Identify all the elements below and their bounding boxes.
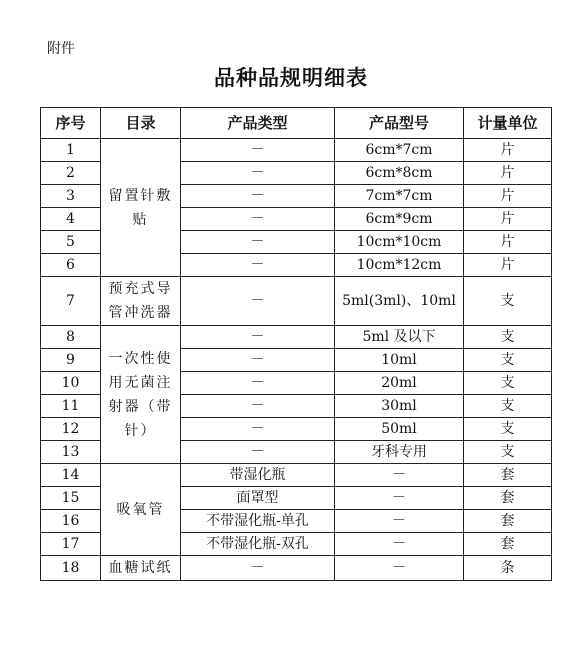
row-no: 5 <box>41 231 101 254</box>
row-type: 面罩型 <box>181 487 335 510</box>
row-unit: 套 <box>464 464 552 487</box>
row-unit: 片 <box>464 139 552 162</box>
row-model: － <box>335 533 464 556</box>
row-type: － <box>181 395 335 418</box>
row-no: 1 <box>41 139 101 162</box>
row-model: 10cm*10cm <box>335 231 464 254</box>
row-no: 4 <box>41 208 101 231</box>
row-no: 7 <box>41 277 101 326</box>
attachment-label: 附件 <box>47 41 75 57</box>
row-model: 6cm*7cm <box>335 139 464 162</box>
row-category: 一次性使用无菌注射器（带针） <box>101 326 181 464</box>
row-model: － <box>335 487 464 510</box>
header-model: 产品型号 <box>335 108 464 139</box>
row-type: － <box>181 441 335 464</box>
row-type: － <box>181 254 335 277</box>
table-row <box>41 277 552 326</box>
table-row <box>41 139 552 162</box>
row-no: 8 <box>41 326 101 349</box>
row-unit: 片 <box>464 254 552 277</box>
row-model: 7cm*7cm <box>335 185 464 208</box>
row-unit: 套 <box>464 487 552 510</box>
row-no: 16 <box>41 510 101 533</box>
row-unit: 支 <box>464 418 552 441</box>
row-type: － <box>181 326 335 349</box>
row-model: － <box>335 556 464 581</box>
header-category: 目录 <box>101 108 181 139</box>
table-header-row <box>41 108 552 139</box>
row-no: 3 <box>41 185 101 208</box>
row-unit: 支 <box>464 441 552 464</box>
row-type: － <box>181 139 335 162</box>
row-unit: 套 <box>464 510 552 533</box>
row-no: 6 <box>41 254 101 277</box>
row-type: － <box>181 277 335 326</box>
row-category: 血糖试纸 <box>101 556 181 581</box>
row-type: － <box>181 231 335 254</box>
row-unit: 片 <box>464 231 552 254</box>
row-no: 11 <box>41 395 101 418</box>
row-type: － <box>181 185 335 208</box>
row-no: 9 <box>41 349 101 372</box>
row-type: － <box>181 372 335 395</box>
header-unit: 计量单位 <box>464 108 552 139</box>
row-unit: 套 <box>464 533 552 556</box>
row-no: 17 <box>41 533 101 556</box>
row-model: 牙科专用 <box>335 441 464 464</box>
row-type: 带湿化瓶 <box>181 464 335 487</box>
row-unit: 片 <box>464 185 552 208</box>
row-model: 5ml(3ml)、10ml <box>335 277 464 326</box>
row-model: 30ml <box>335 395 464 418</box>
row-category: 留置针敷贴 <box>101 139 181 277</box>
header-no: 序号 <box>41 108 101 139</box>
page-title: 品种品规明细表 <box>214 65 368 90</box>
row-no: 15 <box>41 487 101 510</box>
row-model: 6cm*8cm <box>335 162 464 185</box>
row-no: 14 <box>41 464 101 487</box>
row-model: 20ml <box>335 372 464 395</box>
row-unit: 条 <box>464 556 552 581</box>
row-no: 10 <box>41 372 101 395</box>
row-model: － <box>335 464 464 487</box>
row-unit: 支 <box>464 372 552 395</box>
row-no: 12 <box>41 418 101 441</box>
row-model: 6cm*9cm <box>335 208 464 231</box>
row-model: 10cm*12cm <box>335 254 464 277</box>
header-type: 产品类型 <box>181 108 335 139</box>
row-unit: 支 <box>464 395 552 418</box>
row-model: 5ml 及以下 <box>335 326 464 349</box>
row-unit: 片 <box>464 208 552 231</box>
row-unit: 片 <box>464 162 552 185</box>
product-spec-table <box>40 107 552 581</box>
row-unit: 支 <box>464 277 552 326</box>
row-no: 2 <box>41 162 101 185</box>
table-row <box>41 464 552 487</box>
row-type: － <box>181 418 335 441</box>
row-model: 10ml <box>335 349 464 372</box>
row-type: 不带湿化瓶-双孔 <box>181 533 335 556</box>
row-category: 预充式导管冲洗器 <box>101 277 181 326</box>
row-category: 吸氧管 <box>101 464 181 556</box>
row-unit: 支 <box>464 326 552 349</box>
row-model: 50ml <box>335 418 464 441</box>
table-row <box>41 556 552 581</box>
row-model: － <box>335 510 464 533</box>
row-type: － <box>181 556 335 581</box>
table-row <box>41 326 552 349</box>
row-unit: 支 <box>464 349 552 372</box>
row-no: 13 <box>41 441 101 464</box>
row-type: － <box>181 208 335 231</box>
row-type: － <box>181 349 335 372</box>
row-no: 18 <box>41 556 101 581</box>
row-type: － <box>181 162 335 185</box>
row-type: 不带湿化瓶-单孔 <box>181 510 335 533</box>
